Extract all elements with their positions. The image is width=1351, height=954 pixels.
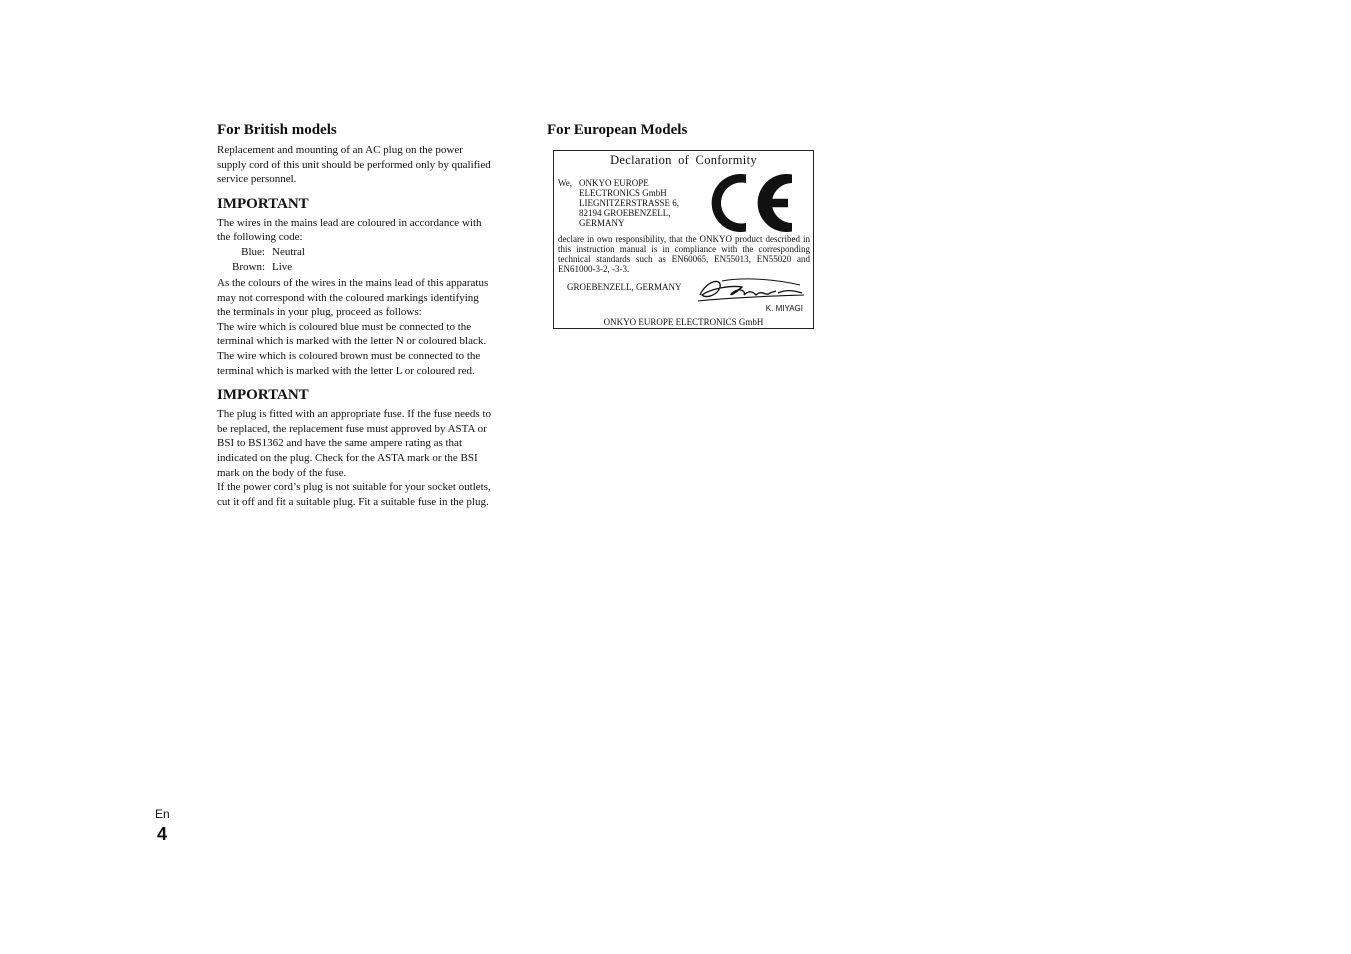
page-number: 4 <box>157 824 168 844</box>
address-line: 82194 GROEBENZELL, <box>579 208 671 218</box>
declaration-statement: declare in own responsibility, that the ONKYO product described in this instruction manual is in compliance with the corresponding technical standards such as EN60065, EN55013, EN55020 and EN61000-3-2, -3-3. <box>558 234 810 274</box>
british-heading: For British models <box>217 122 337 138</box>
declaration-address <box>579 178 679 228</box>
wire-code-row <box>217 245 493 261</box>
european-section <box>547 121 827 327</box>
declaration-place: GROEBENZELL, GERMANY <box>567 282 682 292</box>
wire-meaning: Live <box>272 261 293 274</box>
fuse-para-2: If the power cord’s plug is not suitable for your socket outlets, cut it off and fit a suitable plug. Fit a suitable fuse in the plug. <box>217 481 491 508</box>
important-heading-2: IMPORTANT <box>217 387 309 404</box>
important-heading-1: IMPORTANT <box>217 195 309 212</box>
wire-color: Blue: <box>241 245 265 258</box>
wires-para-2: The wire which is coloured blue must be connected to the terminal which is marked with the letter N or coloured black. <box>217 320 487 348</box>
address-line: ELECTRONICS GmbH <box>579 188 667 198</box>
signature-icon <box>696 275 808 305</box>
address-line: GERMANY <box>579 218 625 228</box>
declaration-company: ONKYO EUROPE ELECTRONICS GmbH <box>603 317 764 327</box>
declaration-box <box>553 150 814 329</box>
declaration-signer: K. MIYAGI <box>765 304 803 313</box>
british-intro: Replacement and mounting of an AC plug on the power supply cord of this unit should be performed only by qualified service personnel. <box>217 144 491 186</box>
wire-code-row <box>217 260 493 276</box>
fuse-para-1: The plug is fitted with an appropriate fuse. If the fuse needs to be replaced, the replacement fuse must approved by ASTA or BSI to BS1362 and have the same ampere rating as that indicated on the plug. Check for the ASTA mark or the BSI mark on the body of the fuse. <box>217 408 492 479</box>
declaration-title: Declaration of Conformity <box>610 153 757 167</box>
page-language: En <box>155 807 170 821</box>
wires-para-3: The wire which is coloured brown must be connected to the terminal which is marked with the letter L or coloured red. <box>217 349 481 377</box>
wires-intro: The wires in the mains lead are coloured in accordance with the following code: <box>217 216 482 244</box>
wire-color: Brown: <box>232 261 265 274</box>
address-line: ONKYO EUROPE <box>579 178 649 188</box>
ce-mark-icon <box>710 171 794 235</box>
declaration-we: We, <box>558 178 573 188</box>
wire-meaning: Neutral <box>272 245 305 258</box>
address-line: LIEGNITZERSTRASSE 6, <box>579 198 679 208</box>
wires-para-1: As the colours of the wires in the mains lead of this apparatus may not correspond with the coloured markings identifying the terminals in your plug, proceed as follows: <box>217 276 489 319</box>
british-section <box>217 121 493 509</box>
european-heading: For European Models <box>547 122 688 138</box>
